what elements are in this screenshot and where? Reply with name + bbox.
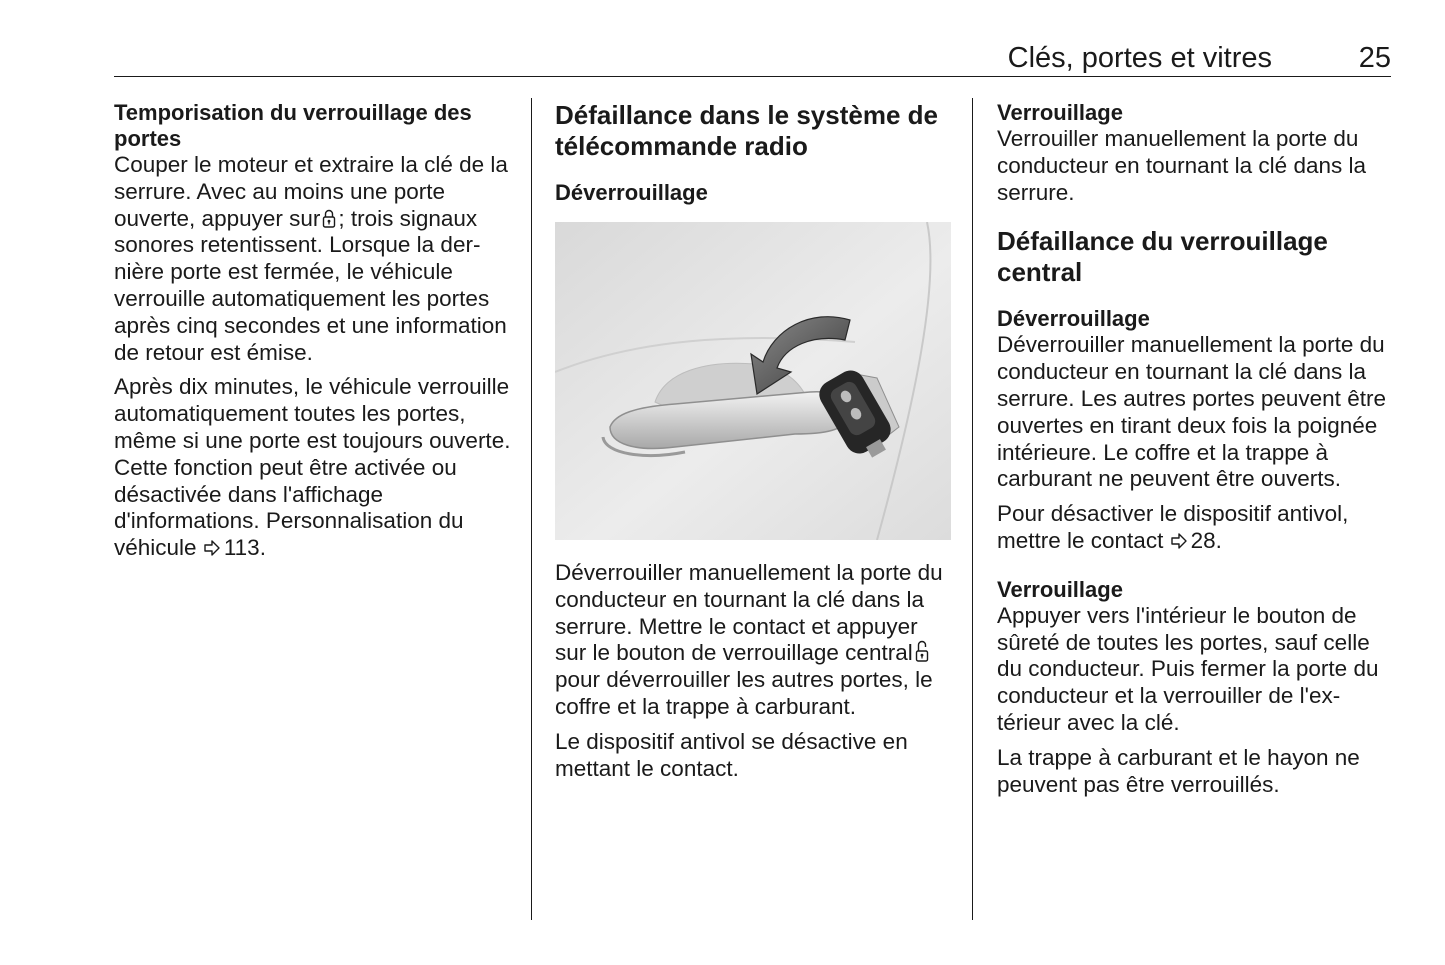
door-handle-key-illustration xyxy=(555,222,951,540)
column-divider-2 xyxy=(972,98,973,920)
page-reference: 28. xyxy=(1190,527,1222,553)
column-1 xyxy=(114,100,512,562)
header-rule xyxy=(114,76,1391,77)
reference-arrow-icon xyxy=(203,537,221,555)
unlocking-subheading: Déverrouillage xyxy=(555,180,708,205)
page-reference: 113. xyxy=(223,535,266,561)
door-lock-delay-heading: Temporisation du verrouillage des portes xyxy=(114,100,472,151)
section-title: Clés, portes et vitres xyxy=(1007,42,1272,74)
lock-open-icon xyxy=(915,640,929,660)
reference-arrow-icon xyxy=(1170,530,1188,548)
unlocking-subheading-2: Déverrouillage xyxy=(997,306,1150,332)
column-divider-1 xyxy=(531,98,532,920)
col3-paragraph-2: Déverrouiller manuellement la porte du conducteur en tournant la clé dans la serrure. Les autres portes peuvent être ouvertes en tirant deux fois la poignée intérieure. Le coffre et la trappe à carburant ne peuvent être ouverts. xyxy=(997,332,1386,492)
col1-paragraph-2: Après dix minutes, le véhicule verrouille automatiquement toutes les portes, même si une porte est toujours ouverte. Cette fonction peut être activée ou désactivée dans l'affichage d'informations. Personnalisation du véhicule 113. xyxy=(114,374,511,561)
col1-paragraph-1: Couper le moteur et extraire la clé de la serrure. Avec au moins une porte ouverte, appuyer sur ; trois signaux sonores retentissent. Lorsque la dernière porte est fermée, le véhicule verrouille automatiquement les portes après cinq secondes et une information de retour est émise. xyxy=(114,152,508,365)
col2-paragraph-1: Déverrouiller manuellement la porte du conducteur en tournant la clé dans la serrure. Mettre le contact et appuyer sur le bouton de verrouillage central pour déverrouiller les autres portes, le coffre et la trappe à carburant. xyxy=(555,560,943,719)
column-2 xyxy=(555,100,953,782)
col3-paragraph-3: Pour désactiver le dispositif antivol, mettre le contact 28. xyxy=(997,501,1349,553)
lock-closed-icon xyxy=(322,208,336,228)
col2-paragraph-2: Le dispositif antivol se désactive en mettant le contact. xyxy=(555,728,908,781)
locking-subheading-2: Verrouillage xyxy=(997,576,1123,602)
col3-paragraph-5: La trappe à carburant et le hayon ne peuvent pas être verrouillés. xyxy=(997,744,1360,797)
page-number: 25 xyxy=(1358,42,1391,74)
column-3 xyxy=(997,100,1395,798)
radio-remote-failure-heading: Défaillance dans le système de télécommande radio xyxy=(555,100,938,161)
col3-paragraph-4: Appuyer vers l'intérieur le bouton de sûreté de toutes les portes, sauf celle du conducteur. Puis fermer la porte du conducteur et la verrouiller de l'extérieur avec la clé. xyxy=(997,602,1379,735)
central-locking-failure-heading: Défaillance du verrouillage central xyxy=(997,226,1328,288)
locking-subheading-1: Verrouillage xyxy=(997,100,1123,125)
col3-paragraph-1: Verrouiller manuellement la porte du conducteur en tournant la clé dans la serrure. xyxy=(997,126,1366,205)
